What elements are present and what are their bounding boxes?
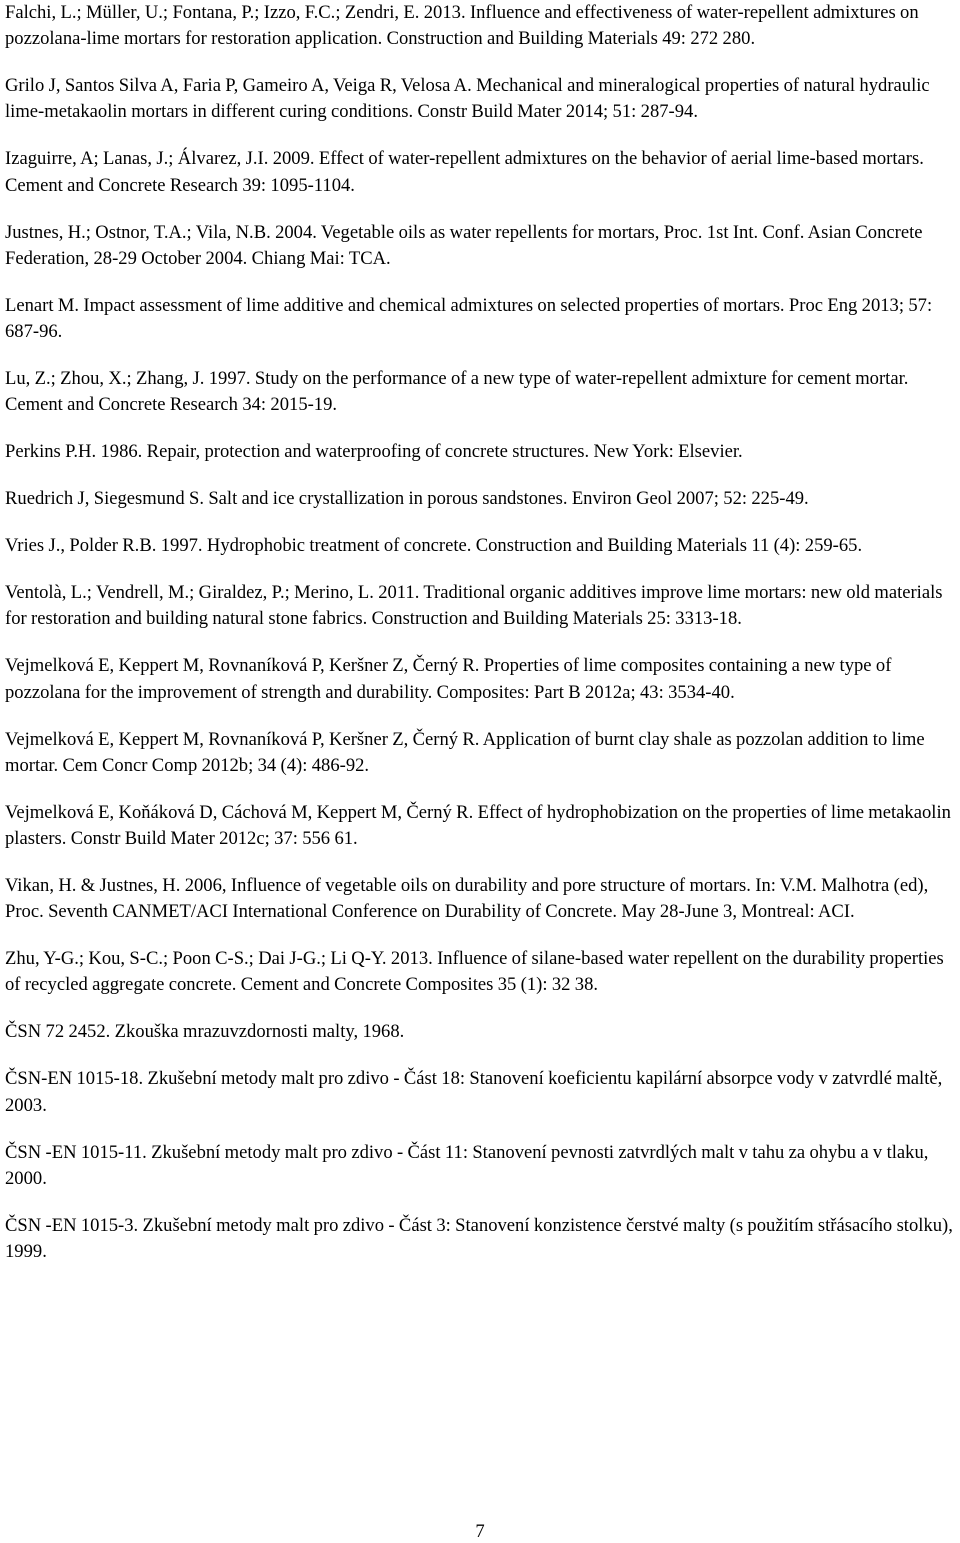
reference-item: Justnes, H.; Ostnor, T.A.; Vila, N.B. 2004. Vegetable oils as water repellents for mortars, Proc. 1st Int. Conf. Asian Concrete Federation, 28-29 October 2004. Chiang Mai: TCA. bbox=[5, 221, 923, 269]
reference-item: ČSN-EN 1015-18. Zkušební metody malt pro zdivo - Část 18: Stanovení koeficientu kapilární absorpce vody v zatvrdlé maltě, 2003. bbox=[5, 1068, 943, 1116]
reference-item: Vejmelková E, Koňáková D, Cáchová M, Keppert M, Černý R. Effect of hydrophobization on the properties of lime metakaolin plasters. Constr Build Mater 2012c; 37: 556 61. bbox=[5, 801, 951, 850]
reference-item: Ventolà, L.; Vendrell, M.; Giraldez, P.; Merino, L. 2011. Traditional organic additives improve lime mortars: new old materials for restoration and building natural stone fabrics. Construction and Building Materials 25: 3313-18. bbox=[5, 582, 943, 630]
reference-item: Vejmelková E, Keppert M, Rovnaníková P, Keršner Z, Černý R. Properties of lime composites containing a new type of pozzolana for the improvement of strength and durability. Composites: Part B 2012a; 43: 3534-40. bbox=[5, 655, 892, 703]
reference-item: Ruedrich J, Siegesmund S. Salt and ice crystallization in porous sandstones. Environ Geol 2007; 52: 225-49. bbox=[5, 488, 809, 510]
reference-item: Grilo J, Santos Silva A, Faria P, Gameiro A, Veiga R, Velosa A. Mechanical and mineralogical properties of natural hydraulic lime-metakaolin mortars in different curing conditions. Constr Build Mater 2014; 51: 287-94. bbox=[5, 75, 930, 123]
page-number: 7 bbox=[475, 1521, 485, 1542]
reference-item: Zhu, Y-G.; Kou, S-C.; Poon C-S.; Dai J-G.; Li Q-Y. 2013. Influence of silane-based water repellent on the durability properties of recycled aggregate concrete. Cement and Concrete Composites 35 (1): 32 38. bbox=[5, 948, 944, 996]
reference-item: ČSN -EN 1015-11. Zkušební metody malt pro zdivo - Část 11: Stanovení pevnosti zatvrdlých malt v tahu za ohybu a v tlaku, 2000. bbox=[5, 1141, 929, 1189]
reference-item: Vries J., Polder R.B. 1997. Hydrophobic treatment of concrete. Construction and Building Materials 11 (4): 259-65. bbox=[5, 535, 863, 557]
reference-list bbox=[5, 0, 960, 1286]
reference-item: Lenart M. Impact assessment of lime additive and chemical admixtures on selected properties of mortars. Proc Eng 2013; 57: 687-96. bbox=[5, 294, 933, 343]
reference-item: Vikan, H. & Justnes, H. 2006, Influence of vegetable oils on durability and pore structure of mortars. In: V.M. Malhotra (ed), Proc. Seventh CANMET/ACI International Conference on Durability of Concrete. May 28-June 3, Montreal: ACI. bbox=[5, 875, 929, 923]
reference-item: Izaguirre, A; Lanas, J.; Álvarez, J.I. 2009. Effect of water-repellent admixtures on the behavior of aerial lime-based mortars. Cement and Concrete Research 39: 1095-1104. bbox=[5, 148, 924, 196]
reference-item: ČSN 72 2452. Zkouška mrazuvzdornosti malty, 1968. bbox=[5, 1021, 405, 1043]
reference-item: Vejmelková E, Keppert M, Rovnaníková P, Keršner Z, Černý R. Application of burnt clay shale as pozzolan addition to lime mortar. Cem Concr Comp 2012b; 34 (4): 486-92. bbox=[5, 728, 925, 776]
reference-item: ČSN -EN 1015-3. Zkušební metody malt pro zdivo - Část 3: Stanovení konzistence čerstvé malty (s použitím střásacího stolku), 1999. bbox=[5, 1214, 953, 1263]
reference-item: Lu, Z.; Zhou, X.; Zhang, J. 1997. Study on the performance of a new type of water-repellent admixture for cement mortar. Cement and Concrete Research 34: 2015-19. bbox=[5, 368, 909, 416]
reference-item: Falchi, L.; Müller, U.; Fontana, P.; Izzo, F.C.; Zendri, E. 2013. Influence and effectiveness of water-repellent admixtures on pozzolana-lime mortars for restoration application. Construction and Building Materials 49: 272 280. bbox=[5, 2, 919, 50]
reference-item: Perkins P.H. 1986. Repair, protection and waterproofing of concrete structures. New York: Elsevier. bbox=[5, 441, 743, 463]
